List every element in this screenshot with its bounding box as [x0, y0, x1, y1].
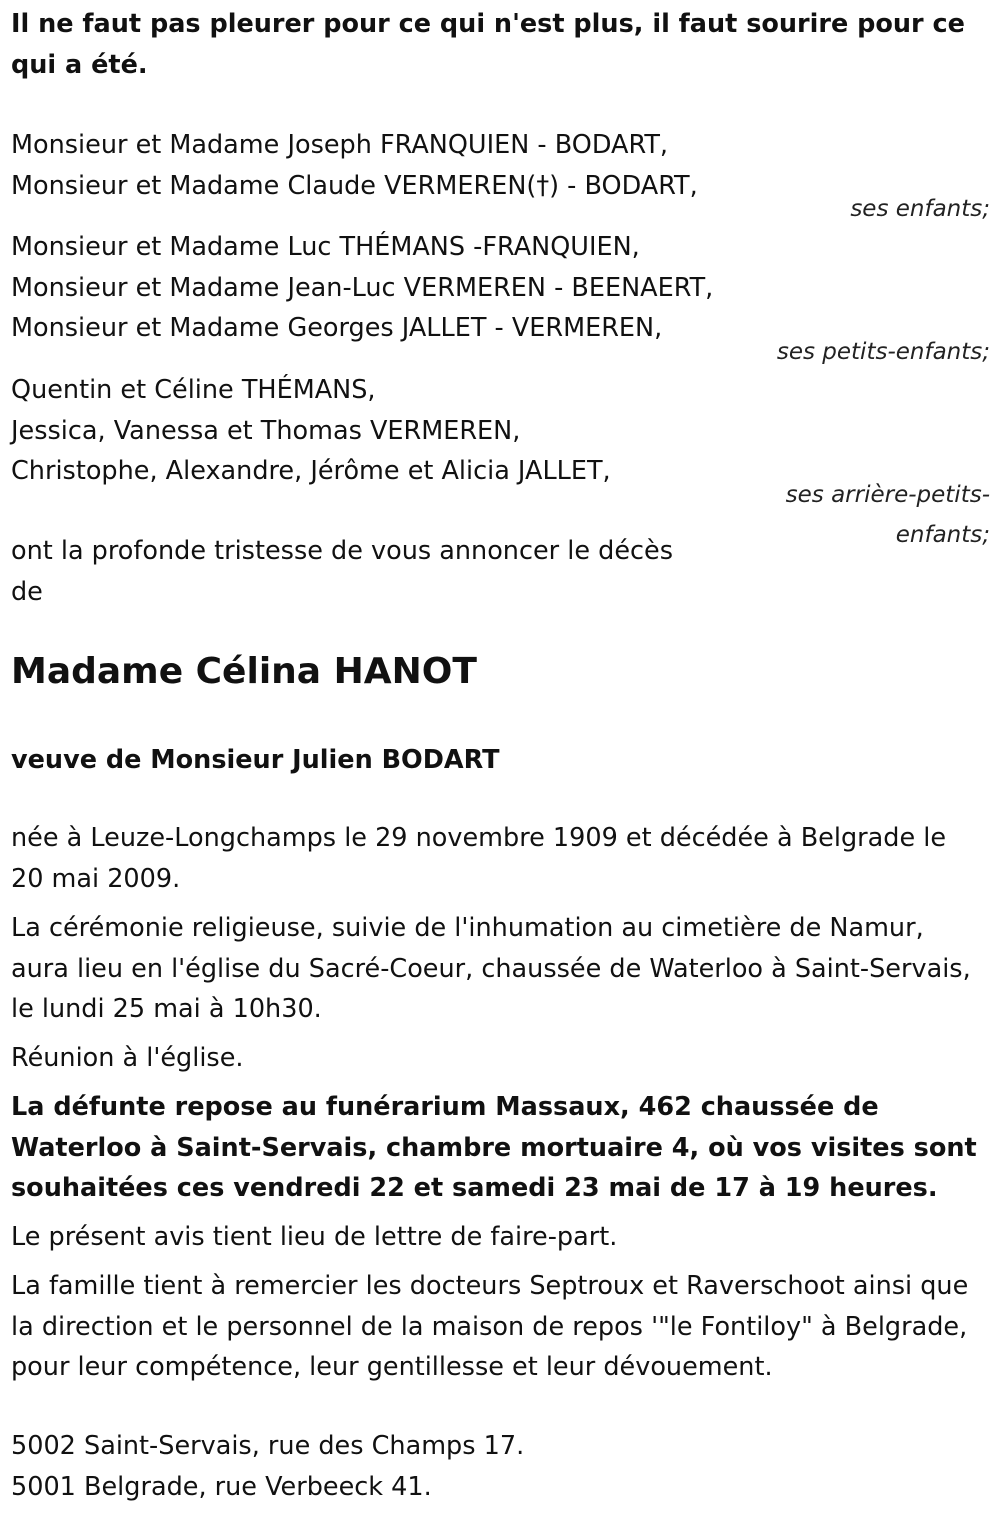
family-member: Christophe, Alexandre, Jérôme et Alicia JALLET,	[11, 456, 611, 486]
widow-of: veuve de Monsieur Julien BODART	[11, 745, 500, 775]
family-member: Monsieur et Madame Jean-Luc VERMEREN - BEENAERT,	[11, 272, 714, 303]
addresses	[11, 1426, 524, 1507]
family-member: Monsieur et Madame Luc THÉMANS -FRANQUIEN,	[11, 232, 640, 262]
relation-label-great-grandchildren: ses arrière-petits- enfants;	[785, 482, 990, 548]
address-line: 5001 Belgrade, rue Verbeeck 41.	[11, 1471, 432, 1502]
family-member: Quentin et Céline THÉMANS,	[11, 375, 376, 405]
relation-label-grandchildren: ses petits-enfants;	[776, 339, 990, 365]
notice-paragraph: Le présent avis tient lieu de lettre de faire-part.	[11, 1222, 618, 1252]
meeting-paragraph: Réunion à l'église.	[11, 1043, 244, 1073]
family-member: Jessica, Vanessa et Thomas VERMEREN,	[11, 415, 521, 446]
funeral-home-paragraph: La défunte repose au funérarium Massaux, 462 chaussée de Waterloo à Saint-Servais, chambre mortuaire 4, où vos visites sont souhaitées ces vendredi 22 et samedi 23 mai de 17 à 19 heures.	[11, 1092, 977, 1203]
family-member: Monsieur et Madame Claude VERMEREN(†) - BODART,	[11, 170, 698, 201]
family-member: Monsieur et Madame Joseph FRANQUIEN - BODART,	[11, 130, 669, 160]
birth-death-paragraph: née à Leuze-Longchamps le 29 novembre 1909 et décédée à Belgrade le 20 mai 2009.	[11, 823, 947, 894]
grandchildren-list	[11, 227, 713, 349]
address-line: 5002 Saint-Servais, rue des Champs 17.	[11, 1431, 525, 1461]
ceremony-paragraph: La cérémonie religieuse, suivie de l'inhumation au cimetière de Namur, aura lieu en l'église du Sacré-Coeur, chaussée de Waterloo à Saint-Servais, le lundi 25 mai à 10h30.	[11, 913, 971, 1024]
announcement: ont la profonde tristesse de vous annoncer le décès de	[11, 536, 674, 607]
quote: Il ne faut pas pleurer pour ce qui n'est plus, il faut sourire pour ce qui a été.	[11, 9, 965, 80]
thanks-paragraph: La famille tient à remercier les docteurs Septroux et Raverschoot ainsi que la direction et le personnel de la maison de repos '"le Fontiloy" à Belgrade, pour leur compétence, leur gentillesse et leur dévouement.	[11, 1271, 969, 1382]
family-member: Monsieur et Madame Georges JALLET - VERMEREN,	[11, 313, 663, 343]
deceased-name: Madame Célina HANOT	[11, 651, 477, 692]
relation-label-children: ses enfants;	[850, 196, 990, 222]
children-list	[11, 125, 698, 206]
great-grandchildren-list	[11, 370, 611, 492]
